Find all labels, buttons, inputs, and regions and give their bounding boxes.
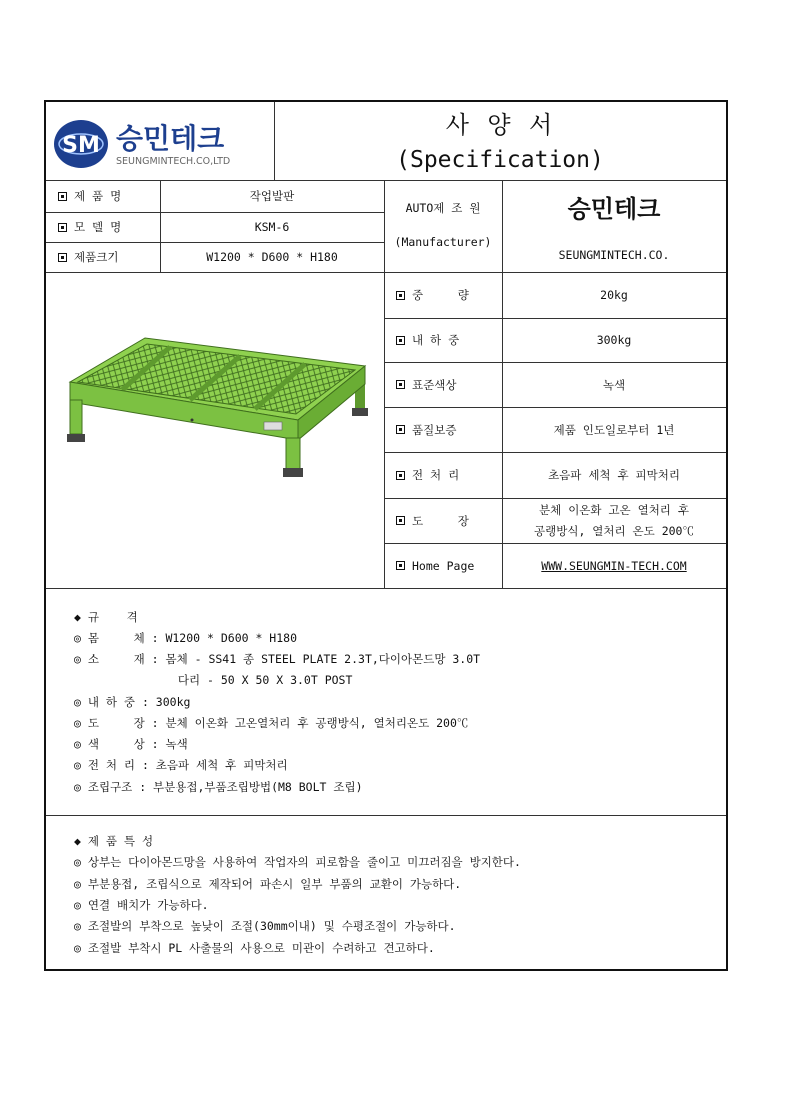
square-bullet-icon [58,253,67,262]
coating-value-line1: 분체 이온화 고온 열처리 후 [539,503,689,517]
square-bullet-icon [396,516,405,525]
spec-line: 다리 - 50 X 50 X 3.0T POST [74,673,353,687]
manufacturer-name: 승민테크 [567,194,661,223]
manufacturer-label: AUTO제 조 원 [405,201,481,215]
warranty-value: 제품 인도일로부터 1년 [553,422,675,437]
square-bullet-icon [58,192,67,201]
product-size-label: 제품크기 [46,242,160,272]
manufacturer-label-english: (Manufacturer) [394,235,492,249]
spec-line: ◎ 내 하 중 : 300kg [74,695,191,709]
spec-line: ◎ 몸 체 : W1200 * D600 * H180 [74,631,298,645]
manufacturer-site: SEUNGMINTECH.CO. [558,248,670,262]
divider [46,815,726,816]
model-name-value: KSM-6 [254,220,290,234]
square-bullet-icon [396,561,405,570]
feature-line: ◎ 부분용접, 조립식으로 제작되어 파손시 일부 부품의 교환이 가능하다. [74,877,462,891]
diamond-bullet-icon: ◆ [74,610,88,624]
feature-line: ◎ 조절발 부착시 PL 사출물의 사용으로 미관이 수려하고 견고하다. [74,941,435,955]
product-size-value: W1200 * D600 * H180 [206,250,338,264]
product-image [50,282,380,582]
load-capacity-label: 내 하 중 [384,318,502,362]
weight-label: 중 량 [384,272,502,318]
square-bullet-icon [396,380,405,389]
product-name-label: 제 품 명 [46,180,160,212]
square-bullet-icon [396,291,405,300]
square-bullet-icon [58,223,67,232]
model-name-label: 모 델 명 [46,212,160,242]
feature-line: ◎ 상부는 다이아몬드망을 사용하여 작업자의 피로함을 줄이고 미끄러짐을 방지한다. [74,855,521,869]
document-title-english: (Specification) [396,147,604,173]
homepage-label: Home Page [384,543,502,588]
logo-name: 승민테크 [116,122,225,155]
square-bullet-icon [396,425,405,434]
work-platform-illustration [50,282,380,492]
square-bullet-icon [396,336,405,345]
spec-section-heading: ◆ 규 격 [74,610,138,624]
product-name-value: 작업발판 [249,189,295,203]
diamond-bullet-icon: ◆ [74,834,88,848]
load-capacity-value: 300kg [596,333,632,347]
spec-line: ◎ 색 상 : 녹색 [74,737,188,751]
feature-line: ◎ 조절발의 부착으로 높낮이 조절(30mm이내) 및 수평조절이 가능하다. [74,919,456,933]
spec-line: ◎ 도 장 : 분체 이온화 고온열처리 후 공랭방식, 열처리온도 200℃ [74,716,469,730]
standard-color-label: 표준색상 [384,362,502,407]
logo-mark: SM [62,133,100,158]
divider [46,588,726,589]
square-bullet-icon [396,471,405,480]
feature-line: ◎ 연결 배치가 가능하다. [74,898,209,912]
weight-value: 20kg [600,288,628,302]
warranty-label: 품질보증 [384,407,502,452]
company-logo [52,116,272,172]
standard-color-value: 녹색 [602,377,626,392]
pretreatment-label: 전 처 리 [384,452,502,498]
logo-emblem-icon [52,116,272,172]
coating-label: 도 장 [384,498,502,543]
coating-value-line2: 공랭방식, 열처리 온도 200℃ [534,524,694,538]
spec-line: ◎ 조립구조 : 부분용접,부품조립방법(M8 BOLT 조립) [74,780,363,794]
logo-subtitle: SEUNGMINTECH.CO,LTD [116,156,231,167]
homepage-link[interactable]: WWW.SEUNGMIN-TECH.COM [541,558,687,573]
feature-section-heading: ◆ 제 품 특 성 [74,834,154,848]
divider [46,272,384,273]
pretreatment-value: 초음파 세척 후 피막처리 [548,468,680,482]
document-title-korean: 사 양 서 [445,110,555,139]
specification-sheet [44,100,728,971]
spec-line: ◎ 전 처 리 : 초음파 세척 후 피막처리 [74,758,288,772]
spec-line: ◎ 소 재 : 몸체 - SS41 종 STEEL PLATE 2.3T,다이아몬드망 3.0T [74,652,481,666]
